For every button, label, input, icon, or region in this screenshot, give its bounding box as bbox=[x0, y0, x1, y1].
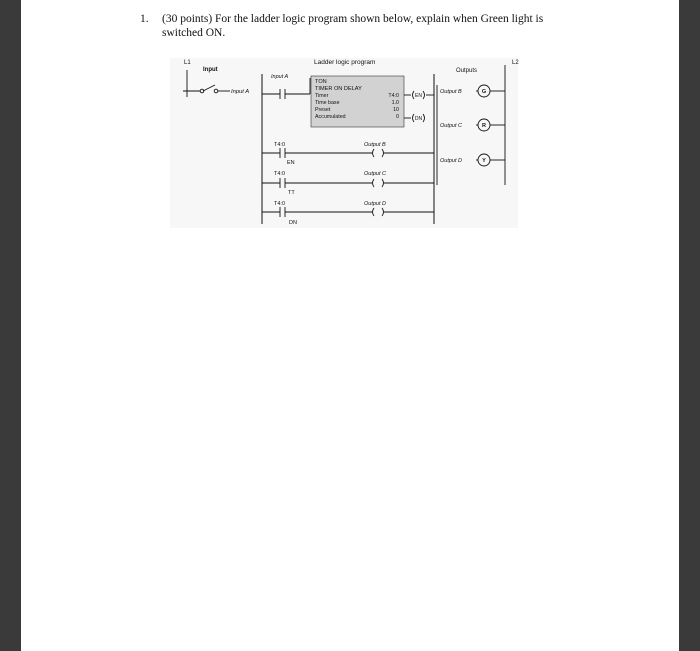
question-line-2: switched ON. bbox=[162, 27, 226, 39]
timer-row-label: Time base bbox=[315, 100, 340, 106]
rung-contact-label: T4:0 bbox=[274, 142, 286, 148]
rung-coil-label: Output B bbox=[364, 142, 386, 148]
input-switch-label: Input A bbox=[231, 89, 250, 95]
timer-row-value: T4:0 bbox=[388, 93, 399, 99]
diagram-title: Ladder logic program bbox=[314, 59, 376, 66]
rail-left-label: L1 bbox=[184, 60, 191, 66]
rail-right-label: L2 bbox=[512, 60, 519, 66]
green-light-icon: G bbox=[481, 89, 487, 95]
timer-row-label: Accumulated bbox=[315, 114, 346, 120]
timer-row-label: Timer bbox=[315, 93, 329, 99]
rung-contact-bit: TT bbox=[288, 190, 295, 196]
timer-row-value: 10 bbox=[393, 107, 399, 113]
timer-row-label: Preset bbox=[315, 107, 331, 113]
rung-contact-label: T4:0 bbox=[274, 171, 286, 177]
light-output-label: Output D bbox=[440, 158, 463, 164]
rung-contact-bit: DN bbox=[289, 220, 297, 226]
rung-coil-label: Output C bbox=[364, 171, 387, 177]
timer-dn-output: DN bbox=[414, 116, 423, 122]
timer-type: TON bbox=[315, 79, 327, 85]
yellow-light-icon: Y bbox=[482, 158, 486, 164]
timer-name: TIMER ON DELAY bbox=[315, 86, 362, 92]
rung-contact-label: T4:0 bbox=[274, 201, 286, 207]
light-output-label: Output C bbox=[440, 123, 463, 129]
timer-row-value: 0 bbox=[396, 114, 399, 120]
red-light-icon: R bbox=[482, 123, 486, 129]
outputs-header: Outputs bbox=[456, 68, 478, 74]
timer-en-output: EN bbox=[415, 93, 422, 99]
contact-input-a-label: Input A bbox=[271, 74, 289, 80]
question-line-1: (30 points) For the ladder logic program shown below, explain when Green light is bbox=[162, 13, 544, 25]
timer-row-value: 1.0 bbox=[391, 100, 399, 106]
question-number: 1. bbox=[140, 13, 149, 25]
rung-coil-label: Output D bbox=[364, 201, 387, 207]
input-header: Input bbox=[203, 67, 218, 73]
light-output-label: Output B bbox=[440, 89, 462, 95]
rung-contact-bit: EN bbox=[287, 160, 295, 166]
